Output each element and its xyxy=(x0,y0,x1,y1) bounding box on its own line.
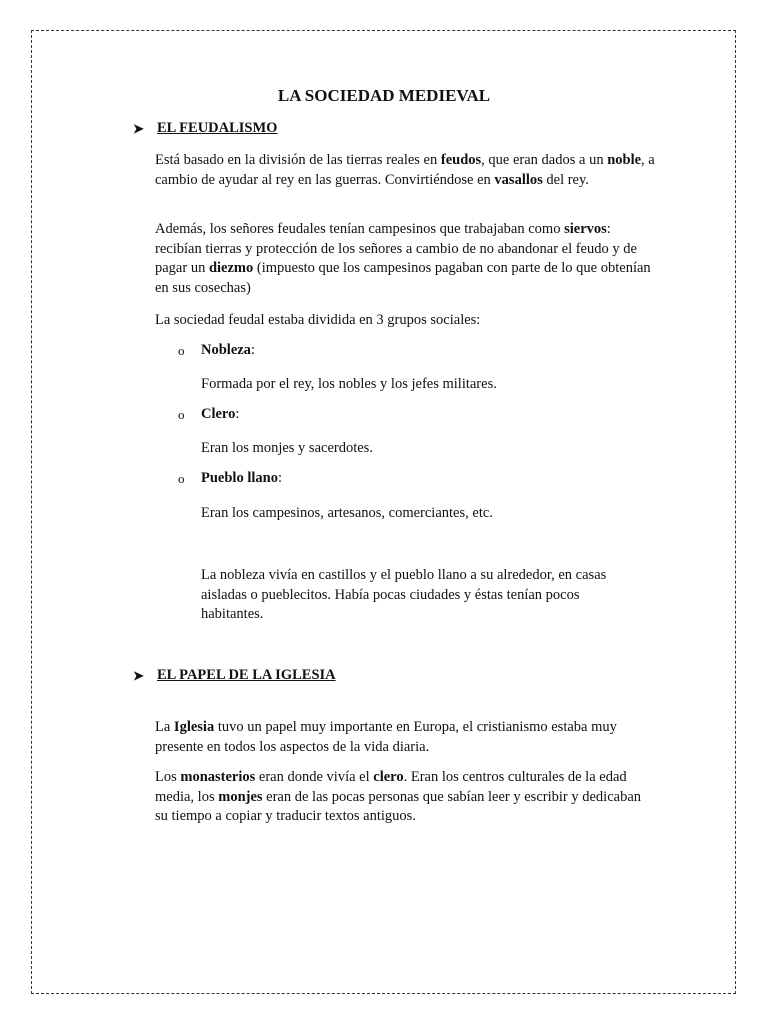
group-description: Eran los campesinos, artesanos, comerciantes, etc. xyxy=(201,505,493,521)
bold-term: Iglesia xyxy=(173,719,215,735)
bold-term: siervos xyxy=(564,221,607,237)
bold-term: vasallos xyxy=(494,171,543,188)
text-run: , a cambio de ayudar al rey en las guerras. Convirtiéndose en xyxy=(155,152,655,188)
document-title: LA SOCIEDAD MEDIEVAL xyxy=(277,86,491,105)
paragraph-grupos-intro: La sociedad feudal estaba dividida en 3 grupos sociales: xyxy=(155,312,481,328)
group-name: Nobleza xyxy=(201,342,251,358)
text-run: : xyxy=(235,406,240,422)
arrow-bullet-icon: ➤ xyxy=(133,667,144,683)
bold-term: monasterios xyxy=(180,769,256,785)
text-run: Los xyxy=(155,769,181,785)
bold-term: monjes xyxy=(218,788,263,805)
section-heading-text: EL FEUDALISMO xyxy=(157,120,278,136)
text-run: Está basado en la división de las tierras reales en xyxy=(155,152,441,168)
text-run: . Eran los centros culturales de la edad media, los xyxy=(155,769,627,805)
bold-term: diezmo xyxy=(208,260,254,276)
paragraph-siervos xyxy=(155,220,655,298)
circle-bullet-icon: o xyxy=(178,470,185,486)
text-run: Además, los señores feudales tenían campesinos que trabajaban como xyxy=(155,221,565,237)
text-run: eran de las pocas personas que sabían leer y escribir y dedicaban su tiempo a copiar y traducir textos antiguos. xyxy=(155,788,641,824)
paragraph-nobleza-vivia: La nobleza vivía en castillos y el pueblo llano a su alrededor, en casas aisladas o pueblecitos. Había pocas ciudades y éstas tenían pocos habitantes. xyxy=(201,567,607,622)
list-item-clero xyxy=(178,406,239,423)
text-run: tuvo un papel muy importante en Europa, el cristianismo estaba muy presente en todos los aspectos de la vida diaria. xyxy=(155,719,617,755)
list-item-nobleza xyxy=(178,342,255,359)
paragraph-feudos xyxy=(155,151,655,190)
text-run: La xyxy=(155,719,174,735)
group-description: Formada por el rey, los nobles y los jefes militares. xyxy=(201,376,497,392)
text-run: : xyxy=(250,342,255,358)
text-run: eran donde vivía el xyxy=(255,769,374,785)
paragraph-monasterios xyxy=(155,768,655,827)
bold-term: feudos xyxy=(440,152,482,168)
arrow-bullet-icon: ➤ xyxy=(133,120,144,136)
bold-term: noble xyxy=(607,152,642,168)
group-name: Pueblo llano xyxy=(201,470,278,486)
section-heading-iglesia xyxy=(133,667,336,684)
paragraph-iglesia xyxy=(155,718,655,757)
circle-bullet-icon: o xyxy=(178,342,185,358)
section-heading-text: EL PAPEL DE LA IGLESIA xyxy=(157,667,336,683)
text-run: del rey. xyxy=(542,171,589,188)
group-description: Eran los monjes y sacerdotes. xyxy=(201,440,373,456)
text-run: , que eran dados a un xyxy=(481,152,608,168)
bold-term: clero xyxy=(373,769,404,785)
text-run: : xyxy=(277,470,282,486)
group-name: Clero xyxy=(201,406,236,422)
text-run: : recibían tierras y protección de los señores a cambio de no abandonar el feudo y de pagar un xyxy=(155,221,637,276)
circle-bullet-icon: o xyxy=(178,406,185,422)
list-item-pueblo-llano xyxy=(178,470,282,487)
text-run: (impuesto que los campesinos pagaban con parte de lo que obtenían en sus cosechas) xyxy=(155,260,651,296)
section-heading-feudalismo xyxy=(133,120,277,137)
